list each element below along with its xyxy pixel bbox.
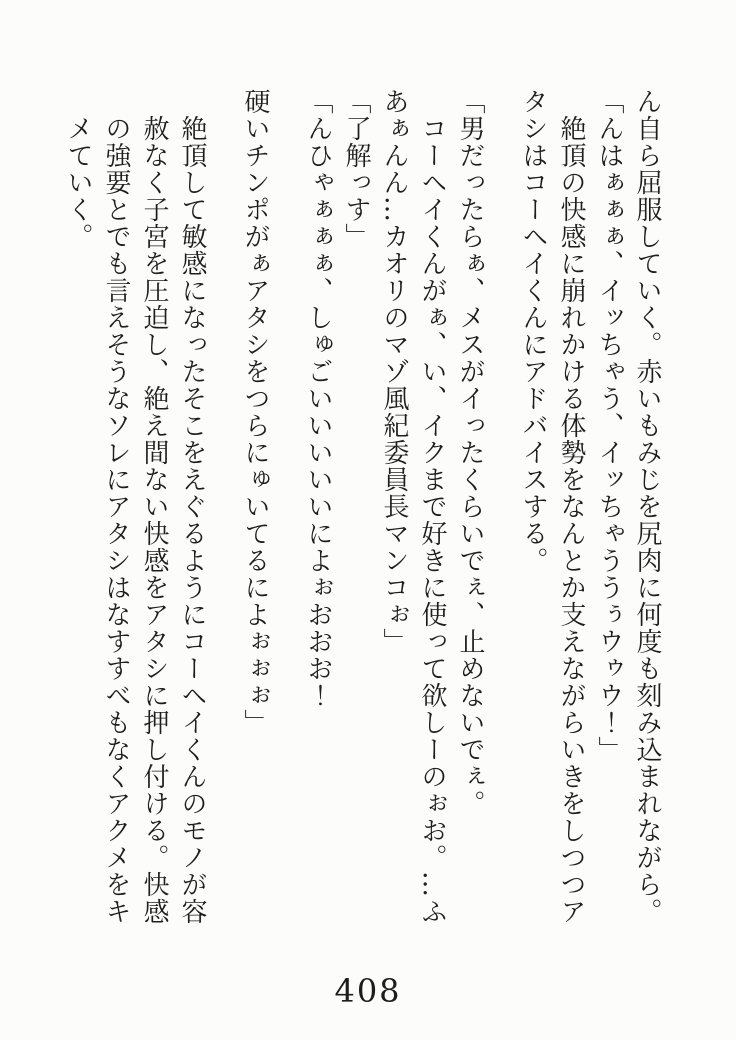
text-line: 硬いチンポがぁアタシをつらにゅいてるによぉぉぉ」: [240, 88, 270, 736]
text-line: 赦なく子宮を圧迫し、絶え間ない快感をアタシに押し付ける。快感: [139, 88, 169, 925]
text-line: 「んひゃぁぁぁ、しゅごいいいいいによぉおおお！: [303, 88, 333, 709]
text-line: ん自ら屈服していく。赤いもみじを尻肉に何度も刻み込まれながら。: [632, 88, 662, 925]
page-number: 408: [334, 972, 402, 1010]
text-line: 「男だったらぁ、メスがイったくらいでぇ、止めないでぇ。: [455, 88, 485, 817]
text-line: 「んはぁぁぁ、イッちゃう、イッちゃううぅウゥウ！」: [594, 88, 624, 763]
text-line: あぁんん…カオリのマゾ風紀委員長マンコぉ」: [379, 88, 409, 655]
text-line: メていく。: [63, 88, 93, 250]
text-line: 絶頂の快感に崩れかける体勢をなんとか支えながらいきをしつつア: [556, 88, 586, 925]
vertical-text-block: [53, 88, 660, 978]
text-line: コーヘイくんがぁ、い、イクまで好きに使って欲しーのぉお。…ふ: [417, 88, 447, 925]
text-line: タシはコーヘイくんにアドバイスする。: [518, 88, 548, 574]
text-line: 絶頂して敏感になったそこをえぐるようにコーヘイくんのモノが容: [177, 88, 207, 925]
text-line: の強要とでも言えそうなソレにアタシはなすすべもなくアクメをキ: [101, 88, 131, 925]
text-line: 「了解っす」: [341, 88, 371, 250]
